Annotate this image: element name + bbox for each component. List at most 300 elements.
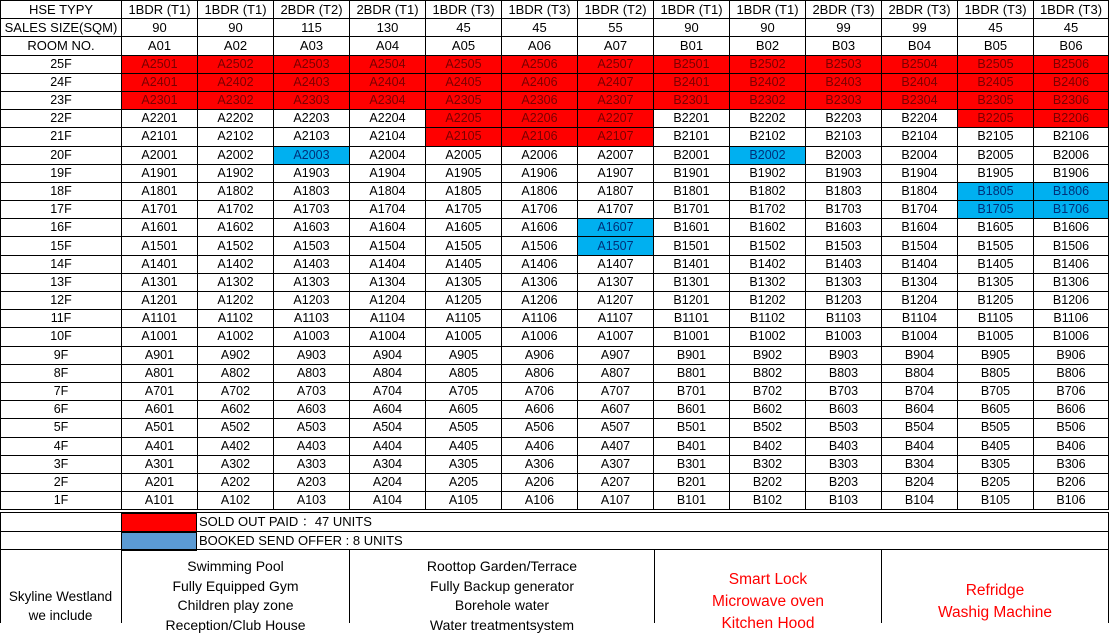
unit-cell: B1006 <box>1034 328 1109 346</box>
unit-cell: A401 <box>122 437 198 455</box>
unit-cell: A1003 <box>274 328 350 346</box>
unit-cell: A905 <box>426 346 502 364</box>
floor-row <box>1 310 1109 328</box>
unit-cell: B505 <box>958 419 1034 437</box>
unit-cell: B506 <box>1034 419 1109 437</box>
unit-cell: B1202 <box>730 292 806 310</box>
unit-cell: B301 <box>654 455 730 473</box>
unit-cell: A101 <box>122 492 198 510</box>
unit-cell: A2403 <box>274 73 350 91</box>
unit-cell: A1806 <box>502 182 578 200</box>
unit-cell: A1103 <box>274 310 350 328</box>
unit-cell: B1806 <box>1034 182 1109 200</box>
floor-label: 4F <box>1 437 122 455</box>
unit-cell: B1601 <box>654 219 730 237</box>
floor-label: 9F <box>1 346 122 364</box>
unit-cell: A1306 <box>502 273 578 291</box>
floor-row <box>1 455 1109 473</box>
unit-cell: B1701 <box>654 201 730 219</box>
unit-cell: A1504 <box>350 237 426 255</box>
type-row-cell: 1BDR (T1) <box>730 1 806 19</box>
frame-line <box>1108 512 1109 623</box>
unit-cell: A1803 <box>274 182 350 200</box>
floor-row <box>1 128 1109 146</box>
floor-label: 10F <box>1 328 122 346</box>
unit-cell: A2504 <box>350 55 426 73</box>
floor-label: 12F <box>1 292 122 310</box>
unit-cell: B406 <box>1034 437 1109 455</box>
unit-cell: B202 <box>730 473 806 491</box>
unit-cell: A1404 <box>350 255 426 273</box>
unit-cell: A302 <box>198 455 274 473</box>
room-row-cell: B02 <box>730 37 806 55</box>
unit-cell: B1003 <box>806 328 882 346</box>
unit-cell: B1501 <box>654 237 730 255</box>
unit-cell: B706 <box>1034 382 1109 400</box>
unit-cell: B201 <box>654 473 730 491</box>
unit-cell: B603 <box>806 401 882 419</box>
floor-row <box>1 73 1109 91</box>
floor-label: 24F <box>1 73 122 91</box>
unit-cell: B1503 <box>806 237 882 255</box>
unit-cell: A2404 <box>350 73 426 91</box>
unit-cell: A605 <box>426 401 502 419</box>
unit-cell: A1303 <box>274 273 350 291</box>
type-row-cell: 1BDR (T1) <box>198 1 274 19</box>
unit-cell: A1503 <box>274 237 350 255</box>
size-row-cell: 130 <box>350 19 426 37</box>
unit-cell: B2205 <box>958 110 1034 128</box>
unit-cell: A1104 <box>350 310 426 328</box>
room-row-cell: A01 <box>122 37 198 55</box>
unit-cell: A901 <box>122 346 198 364</box>
unit-cell: B1902 <box>730 164 806 182</box>
unit-cell: A205 <box>426 473 502 491</box>
unit-cell: A1407 <box>578 255 654 273</box>
unit-cell: B2105 <box>958 128 1034 146</box>
amenities-box-fittings <box>655 569 881 635</box>
unit-cell: A1301 <box>122 273 198 291</box>
unit-cell: A1501 <box>122 237 198 255</box>
room-row-cell: B01 <box>654 37 730 55</box>
room-row-cell: B05 <box>958 37 1034 55</box>
unit-cell: A1202 <box>198 292 274 310</box>
unit-cell: B203 <box>806 473 882 491</box>
unit-cell: B2103 <box>806 128 882 146</box>
unit-cell: B1705 <box>958 201 1034 219</box>
unit-cell: A2203 <box>274 110 350 128</box>
unit-cell: A1601 <box>122 219 198 237</box>
unit-cell: B903 <box>806 346 882 364</box>
unit-cell: B501 <box>654 419 730 437</box>
unit-cell: A603 <box>274 401 350 419</box>
size-row-cell: 99 <box>882 19 958 37</box>
unit-cell: A2102 <box>198 128 274 146</box>
unit-cell: A904 <box>350 346 426 364</box>
floor-row <box>1 292 1109 310</box>
unit-cell: A405 <box>426 437 502 455</box>
unit-cell: A407 <box>578 437 654 455</box>
unit-cell: A1905 <box>426 164 502 182</box>
type-row-cell: 1BDR (T2) <box>578 1 654 19</box>
unit-cell: B1206 <box>1034 292 1109 310</box>
unit-cell: B901 <box>654 346 730 364</box>
floor-label: 2F <box>1 473 122 491</box>
unit-cell: B1604 <box>882 219 958 237</box>
floor-row <box>1 364 1109 382</box>
unit-cell: B606 <box>1034 401 1109 419</box>
unit-cell: A1107 <box>578 310 654 328</box>
floor-label: 16F <box>1 219 122 237</box>
unit-cell: A1702 <box>198 201 274 219</box>
unit-cell: B1204 <box>882 292 958 310</box>
unit-cell: B2203 <box>806 110 882 128</box>
floor-label: 21F <box>1 128 122 146</box>
unit-cell: A2401 <box>122 73 198 91</box>
unit-cell: A2202 <box>198 110 274 128</box>
booked-legend-text: BOOKED SEND OFFER : 8 UNITS <box>199 531 403 550</box>
unit-cell: B2202 <box>730 110 806 128</box>
unit-cell: A2507 <box>578 55 654 73</box>
unit-cell: A1707 <box>578 201 654 219</box>
unit-cell: B304 <box>882 455 958 473</box>
unit-cell: B1406 <box>1034 255 1109 273</box>
unit-cell: A1302 <box>198 273 274 291</box>
unit-cell: B1306 <box>1034 273 1109 291</box>
unit-cell: B1904 <box>882 164 958 182</box>
room-row <box>1 37 1109 55</box>
unit-cell: A1207 <box>578 292 654 310</box>
floor-row <box>1 182 1109 200</box>
unit-cell: A503 <box>274 419 350 437</box>
unit-cell: A1402 <box>198 255 274 273</box>
unit-cell: B2003 <box>806 146 882 164</box>
unit-cell: A402 <box>198 437 274 455</box>
unit-cell: A203 <box>274 473 350 491</box>
unit-cell: B704 <box>882 382 958 400</box>
unit-cell: B1702 <box>730 201 806 219</box>
unit-cell: B905 <box>958 346 1034 364</box>
unit-cell: B1305 <box>958 273 1034 291</box>
legend-booked <box>0 531 1108 550</box>
unit-cell: B2403 <box>806 73 882 91</box>
unit-cell: B2006 <box>1034 146 1109 164</box>
unit-cell: B902 <box>730 346 806 364</box>
unit-cell: B105 <box>958 492 1034 510</box>
unit-cell: A1901 <box>122 164 198 182</box>
floor-row <box>1 219 1109 237</box>
unit-cell: B1703 <box>806 201 882 219</box>
unit-cell: A506 <box>502 419 578 437</box>
unit-cell: B1101 <box>654 310 730 328</box>
unit-cell: B2402 <box>730 73 806 91</box>
amenity-item: Swimming Pool <box>122 557 349 577</box>
unit-cell: B302 <box>730 455 806 473</box>
unit-cell: A2207 <box>578 110 654 128</box>
unit-cell: A2106 <box>502 128 578 146</box>
unit-cell: A907 <box>578 346 654 364</box>
unit-cell: B701 <box>654 382 730 400</box>
floor-row <box>1 91 1109 109</box>
unit-cell: A2306 <box>502 91 578 109</box>
unit-cell: B2505 <box>958 55 1034 73</box>
unit-cell: B805 <box>958 364 1034 382</box>
unit-cell: A602 <box>198 401 274 419</box>
unit-cell: A1706 <box>502 201 578 219</box>
unit-cell: A803 <box>274 364 350 382</box>
unit-cell: A1204 <box>350 292 426 310</box>
unit-cell: A201 <box>122 473 198 491</box>
type-row-cell: 1BDR (T3) <box>426 1 502 19</box>
unit-cell: B1301 <box>654 273 730 291</box>
unit-cell: B2504 <box>882 55 958 73</box>
unit-cell: A2006 <box>502 146 578 164</box>
unit-cell: B1404 <box>882 255 958 273</box>
unit-cell: B2201 <box>654 110 730 128</box>
room-row-cell: A06 <box>502 37 578 55</box>
unit-cell: A1004 <box>350 328 426 346</box>
unit-cell: A2205 <box>426 110 502 128</box>
unit-cell: A1305 <box>426 273 502 291</box>
type-row-cell: 1BDR (T3) <box>502 1 578 19</box>
unit-cell: A104 <box>350 492 426 510</box>
unit-cell: B2506 <box>1034 55 1109 73</box>
unit-cell: A1807 <box>578 182 654 200</box>
unit-cell: B906 <box>1034 346 1109 364</box>
unit-cell: A1607 <box>578 219 654 237</box>
unit-cell: A1704 <box>350 201 426 219</box>
unit-cell: B2303 <box>806 91 882 109</box>
unit-cell: A1203 <box>274 292 350 310</box>
unit-cell: A206 <box>502 473 578 491</box>
unit-cell: A202 <box>198 473 274 491</box>
unit-cell: A804 <box>350 364 426 382</box>
unit-cell: B503 <box>806 419 882 437</box>
unit-cell: A403 <box>274 437 350 455</box>
unit-cell: A1606 <box>502 219 578 237</box>
unit-cell: B2501 <box>654 55 730 73</box>
unit-cell: B2404 <box>882 73 958 91</box>
unit-cell: B1606 <box>1034 219 1109 237</box>
amenity-item: Smart Lock <box>655 569 881 591</box>
unit-cell: A303 <box>274 455 350 473</box>
unit-cell: B1804 <box>882 182 958 200</box>
unit-cell: A2107 <box>578 128 654 146</box>
unit-cell: A2303 <box>274 91 350 109</box>
room-row-cell: A05 <box>426 37 502 55</box>
unit-cell: B1504 <box>882 237 958 255</box>
floor-row <box>1 273 1109 291</box>
unit-cell: A207 <box>578 473 654 491</box>
unit-cell: B1106 <box>1034 310 1109 328</box>
unit-cell: A2101 <box>122 128 198 146</box>
unit-cell: A2105 <box>426 128 502 146</box>
floor-label: 14F <box>1 255 122 273</box>
type-row-cell: 1BDR (T3) <box>1034 1 1109 19</box>
unit-cell: A806 <box>502 364 578 382</box>
size-row-cell: 45 <box>1034 19 1109 37</box>
size-row-cell: 55 <box>578 19 654 37</box>
room-row-cell: B06 <box>1034 37 1109 55</box>
unit-cell: B303 <box>806 455 882 473</box>
floor-row <box>1 164 1109 182</box>
unit-cell: A1907 <box>578 164 654 182</box>
unit-cell: A1205 <box>426 292 502 310</box>
unit-cell: B806 <box>1034 364 1109 382</box>
unit-cell: A906 <box>502 346 578 364</box>
unit-cell: A801 <box>122 364 198 382</box>
unit-cell: A1106 <box>502 310 578 328</box>
amenity-item: Reception/Club House <box>122 616 349 635</box>
unit-cell: A2505 <box>426 55 502 73</box>
unit-cell: A1902 <box>198 164 274 182</box>
unit-cell: B104 <box>882 492 958 510</box>
sold-legend-text: SOLD OUT PAID ：47 UNITS <box>199 512 372 531</box>
size-row-cell: 45 <box>958 19 1034 37</box>
unit-cell: B2306 <box>1034 91 1109 109</box>
unit-cell: A301 <box>122 455 198 473</box>
unit-cell: A502 <box>198 419 274 437</box>
unit-cell: B103 <box>806 492 882 510</box>
room-row-cell: A03 <box>274 37 350 55</box>
unit-cell: A706 <box>502 382 578 400</box>
unit-cell: B306 <box>1034 455 1109 473</box>
unit-cell: A802 <box>198 364 274 382</box>
unit-cell: B402 <box>730 437 806 455</box>
unit-cell: A1101 <box>122 310 198 328</box>
unit-cell: A1001 <box>122 328 198 346</box>
unit-cell: B804 <box>882 364 958 382</box>
unit-cell: A1602 <box>198 219 274 237</box>
unit-cell: B1403 <box>806 255 882 273</box>
unit-cell: B2104 <box>882 128 958 146</box>
unit-cell: A1006 <box>502 328 578 346</box>
unit-cell: A404 <box>350 437 426 455</box>
floor-label: 19F <box>1 164 122 182</box>
unit-cell: A1206 <box>502 292 578 310</box>
floor-label: 13F <box>1 273 122 291</box>
unit-cell: A1105 <box>426 310 502 328</box>
size-row-label: SALES SIZE(SQM) <box>1 19 122 37</box>
unit-cell: B2102 <box>730 128 806 146</box>
floor-label: 6F <box>1 401 122 419</box>
type-row-cell: 2BDR (T3) <box>882 1 958 19</box>
unit-cell: B2101 <box>654 128 730 146</box>
amenity-item: Water treatmentsystem <box>350 616 654 635</box>
amenity-item: Children play zone <box>122 596 349 616</box>
floor-row <box>1 110 1109 128</box>
unit-cell: A2002 <box>198 146 274 164</box>
unit-cell: A1604 <box>350 219 426 237</box>
amenity-item: Roottop Garden/Terrace <box>350 557 654 577</box>
unit-cell: A1002 <box>198 328 274 346</box>
floor-label: 1F <box>1 492 122 510</box>
unit-cell: A601 <box>122 401 198 419</box>
unit-cell: B1001 <box>654 328 730 346</box>
amenities-box-appliances <box>882 580 1108 624</box>
unit-cell: B1304 <box>882 273 958 291</box>
amenities-box-infrastructure <box>350 557 654 635</box>
unit-cell: A307 <box>578 455 654 473</box>
side-label-line: Skyline Westland <box>0 587 121 606</box>
unit-cell: B1002 <box>730 328 806 346</box>
type-row-label: HSE TYPY <box>1 1 122 19</box>
unit-cell: B1302 <box>730 273 806 291</box>
unit-cell: B504 <box>882 419 958 437</box>
unit-cell: A2004 <box>350 146 426 164</box>
unit-cell: A1906 <box>502 164 578 182</box>
floor-label: 23F <box>1 91 122 109</box>
unit-cell: A1406 <box>502 255 578 273</box>
unit-cell: A1507 <box>578 237 654 255</box>
floor-row <box>1 146 1109 164</box>
floor-label: 5F <box>1 419 122 437</box>
unit-cell: A2302 <box>198 91 274 109</box>
unit-cell: A2307 <box>578 91 654 109</box>
floor-row <box>1 201 1109 219</box>
floor-label: 11F <box>1 310 122 328</box>
unit-cell: A2405 <box>426 73 502 91</box>
unit-cell: A1506 <box>502 237 578 255</box>
unit-cell: B2401 <box>654 73 730 91</box>
unit-cell: B2004 <box>882 146 958 164</box>
unit-cell: B2204 <box>882 110 958 128</box>
unit-cell: A2204 <box>350 110 426 128</box>
amenity-item: Refridge <box>882 580 1108 602</box>
unit-cell: B604 <box>882 401 958 419</box>
unit-cell: A2003 <box>274 146 350 164</box>
amenity-item: Fully Backup generator <box>350 577 654 597</box>
unit-cell: A1502 <box>198 237 274 255</box>
unit-cell: A607 <box>578 401 654 419</box>
unit-cell: A1605 <box>426 219 502 237</box>
unit-cell: A1201 <box>122 292 198 310</box>
room-row-cell: A07 <box>578 37 654 55</box>
unit-cell: B1602 <box>730 219 806 237</box>
unit-cell: A406 <box>502 437 578 455</box>
unit-cell: B705 <box>958 382 1034 400</box>
unit-cell: A1401 <box>122 255 198 273</box>
floor-label: 8F <box>1 364 122 382</box>
unit-cell: A507 <box>578 419 654 437</box>
unit-cell: B101 <box>654 492 730 510</box>
unit-cell: B106 <box>1034 492 1109 510</box>
unit-cell: A1603 <box>274 219 350 237</box>
size-row <box>1 19 1109 37</box>
amenity-item: Microwave oven <box>655 591 881 613</box>
unit-cell: B1803 <box>806 182 882 200</box>
floor-label: 18F <box>1 182 122 200</box>
unit-cell: B803 <box>806 364 882 382</box>
size-row-cell: 99 <box>806 19 882 37</box>
unit-cell: A1801 <box>122 182 198 200</box>
unit-cell: A501 <box>122 419 198 437</box>
unit-cell: B1105 <box>958 310 1034 328</box>
size-row-cell: 90 <box>122 19 198 37</box>
unit-cell: B1005 <box>958 328 1034 346</box>
unit-cell: A105 <box>426 492 502 510</box>
unit-cell: B1706 <box>1034 201 1109 219</box>
unit-cell: B1505 <box>958 237 1034 255</box>
size-row-cell: 115 <box>274 19 350 37</box>
unit-cell: A2506 <box>502 55 578 73</box>
unit-cell: B1605 <box>958 219 1034 237</box>
amenities-box-facilities <box>122 557 349 635</box>
unit-cell: A306 <box>502 455 578 473</box>
unit-cell: B2301 <box>654 91 730 109</box>
floor-row <box>1 473 1109 491</box>
unit-cell: A807 <box>578 364 654 382</box>
